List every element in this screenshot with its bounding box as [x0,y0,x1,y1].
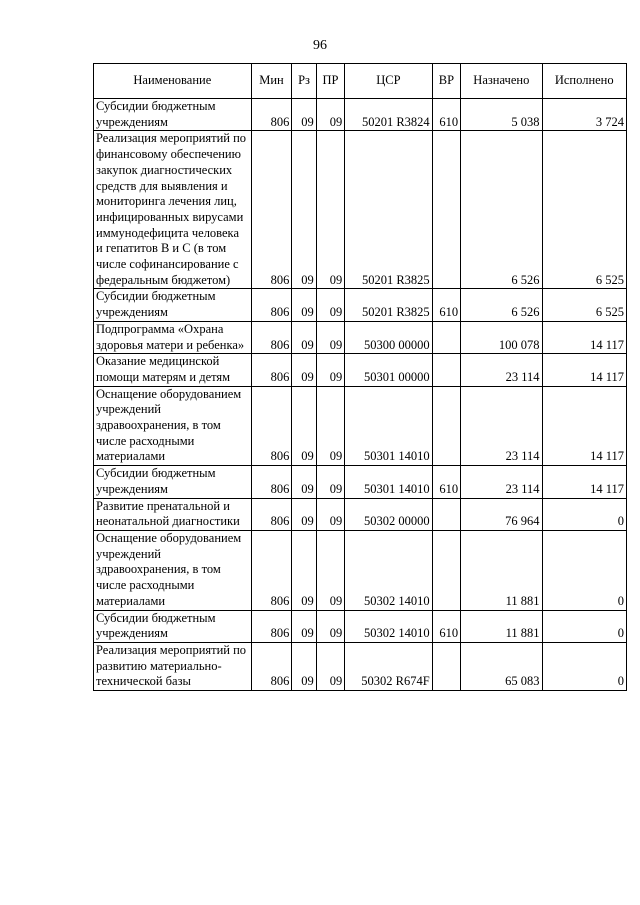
header-csr: ЦСР [345,64,432,99]
cell-assigned: 76 964 [461,498,542,530]
cell-executed: 14 117 [542,321,627,353]
table-row [94,642,627,690]
header-vr: ВР [432,64,460,99]
cell-assigned: 6 526 [461,289,542,321]
table-row [94,99,627,131]
cell-vr: 610 [432,610,460,642]
header-assigned: Назначено [461,64,542,99]
cell-min: 806 [251,610,292,642]
cell-rz: 09 [292,642,316,690]
cell-pr: 09 [316,354,344,386]
cell-assigned: 23 114 [461,466,542,498]
cell-csr: 50302 14010 [345,610,432,642]
cell-name: Субсидии бюджетным учреждениям [94,289,252,321]
cell-executed: 14 117 [542,466,627,498]
cell-executed: 0 [542,642,627,690]
cell-vr [432,386,460,466]
cell-pr: 09 [316,610,344,642]
cell-name: Субсидии бюджетным учреждениям [94,610,252,642]
cell-vr [432,321,460,353]
cell-pr: 09 [316,99,344,131]
cell-rz: 09 [292,131,316,289]
cell-csr: 50302 R674F [345,642,432,690]
table-row [94,289,627,321]
cell-assigned: 5 038 [461,99,542,131]
cell-min: 806 [251,466,292,498]
cell-assigned: 23 114 [461,386,542,466]
cell-pr: 09 [316,386,344,466]
cell-assigned: 65 083 [461,642,542,690]
cell-assigned: 11 881 [461,530,542,610]
cell-rz: 09 [292,498,316,530]
cell-rz: 09 [292,530,316,610]
cell-vr: 610 [432,289,460,321]
cell-csr: 50201 R3825 [345,131,432,289]
cell-name: Субсидии бюджетным учреждениям [94,99,252,131]
cell-min: 806 [251,289,292,321]
cell-pr: 09 [316,466,344,498]
cell-rz: 09 [292,610,316,642]
cell-executed: 6 525 [542,289,627,321]
table-row [94,610,627,642]
cell-executed: 0 [542,530,627,610]
cell-vr [432,498,460,530]
cell-vr: 610 [432,466,460,498]
cell-vr [432,642,460,690]
cell-name: Оснащение оборудованием учреждений здравоохранения, в том числе расходными материалами [94,386,252,466]
cell-min: 806 [251,131,292,289]
cell-vr [432,530,460,610]
cell-assigned: 11 881 [461,610,542,642]
cell-rz: 09 [292,386,316,466]
cell-name: Субсидии бюджетным учреждениям [94,466,252,498]
table-row [94,354,627,386]
budget-table [93,63,627,691]
cell-csr: 50201 R3824 [345,99,432,131]
cell-rz: 09 [292,354,316,386]
cell-name: Оснащение оборудованием учреждений здравоохранения, в том числе расходными материалами [94,530,252,610]
cell-min: 806 [251,530,292,610]
header-min: Мин [251,64,292,99]
cell-vr [432,131,460,289]
cell-csr: 50301 00000 [345,354,432,386]
cell-csr: 50301 14010 [345,466,432,498]
cell-executed: 14 117 [542,354,627,386]
cell-name: Реализация мероприятий по развитию материально-технической базы [94,642,252,690]
cell-pr: 09 [316,642,344,690]
table-row [94,131,627,289]
header-executed: Исполнено [542,64,627,99]
cell-min: 806 [251,498,292,530]
table-row [94,321,627,353]
cell-assigned: 23 114 [461,354,542,386]
cell-executed: 14 117 [542,386,627,466]
cell-min: 806 [251,321,292,353]
table-row [94,530,627,610]
cell-vr [432,354,460,386]
cell-min: 806 [251,386,292,466]
page-number: 96 [313,38,327,53]
cell-csr: 50300 00000 [345,321,432,353]
cell-name: Развитие пренатальной и неонатальной диагностики [94,498,252,530]
header-rz: Рз [292,64,316,99]
cell-csr: 50301 14010 [345,386,432,466]
cell-executed: 0 [542,610,627,642]
cell-name: Оказание медицинской помощи матерям и детям [94,354,252,386]
table-row [94,386,627,466]
cell-executed: 6 525 [542,131,627,289]
cell-csr: 50302 00000 [345,498,432,530]
header-pr: ПР [316,64,344,99]
cell-vr: 610 [432,99,460,131]
cell-assigned: 6 526 [461,131,542,289]
cell-pr: 09 [316,289,344,321]
cell-pr: 09 [316,131,344,289]
table-row [94,498,627,530]
cell-csr: 50302 14010 [345,530,432,610]
cell-rz: 09 [292,466,316,498]
cell-pr: 09 [316,530,344,610]
cell-rz: 09 [292,321,316,353]
cell-min: 806 [251,642,292,690]
cell-min: 806 [251,354,292,386]
cell-rz: 09 [292,289,316,321]
cell-executed: 3 724 [542,99,627,131]
cell-name: Подпрограмма «Охрана здоровья матери и ребенка» [94,321,252,353]
table-header-row [94,64,627,99]
cell-pr: 09 [316,321,344,353]
cell-rz: 09 [292,99,316,131]
cell-min: 806 [251,99,292,131]
table-row [94,466,627,498]
cell-pr: 09 [316,498,344,530]
header-name: Наименование [94,64,252,99]
cell-executed: 0 [542,498,627,530]
cell-csr: 50201 R3825 [345,289,432,321]
cell-assigned: 100 078 [461,321,542,353]
cell-name: Реализация мероприятий по финансовому обеспечению закупок диагностических средств для выявления и мониторинга лечения лиц, инфицированных вирусами иммунодефицита человека и гепатитов В и С (в том числе софинансирование с федеральным бюджетом) [94,131,252,289]
